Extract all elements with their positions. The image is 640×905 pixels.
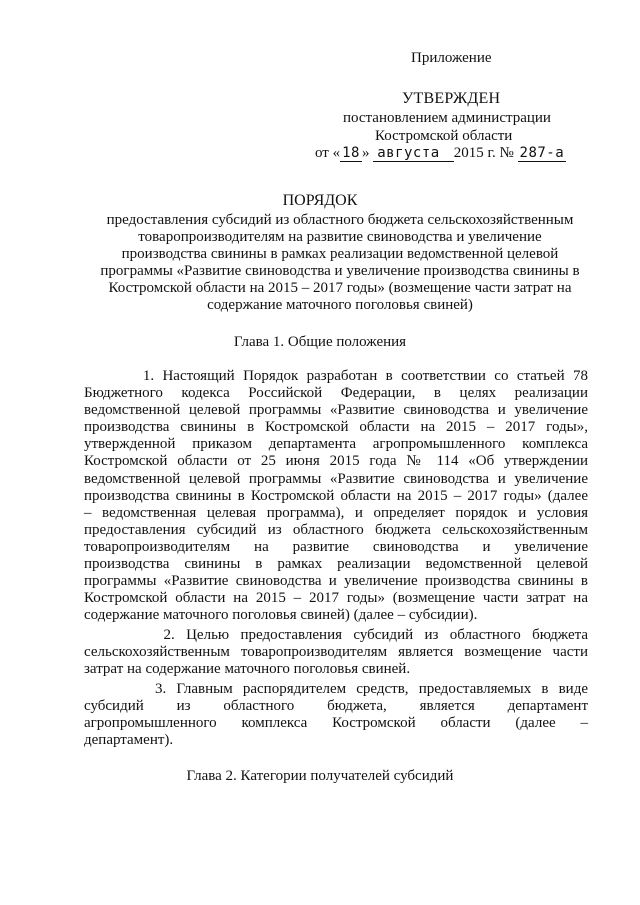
approved-heading: УТВЕРЖДЕН [402, 90, 501, 107]
paragraph-line: производства свинины в рамках реализации ведомственной целевой [84, 556, 588, 573]
date-month: августа [373, 146, 454, 162]
chapter-2-heading: Глава 2. Категории получателей субсидий [186, 768, 454, 784]
paragraph-line: затрат на содержание маточного поголовья свиней. [84, 661, 411, 678]
chapter-1-heading: Глава 1. Общие положения [233, 334, 407, 350]
paragraph-line: 3. Главным распорядителем средств, предоставляемых в виде [84, 681, 588, 697]
approval-line-1: постановлением администрации [343, 110, 551, 126]
subtitle-line: товаропроизводителям на развитие свиноводства и увеличение [138, 229, 542, 245]
document-title: ПОРЯДОК [282, 192, 358, 209]
paragraph-line: ведомственной целевой программы «Развитие свиноводства и увеличение [84, 470, 588, 487]
paragraph-line: содержание маточного поголовья свиней) (далее – субсидии). [84, 607, 478, 624]
document-subtitle [90, 212, 590, 314]
subtitle-line: производства свинины в рамках реализации ведомственной целевой [121, 246, 559, 262]
date-year: 2015 г. № [453, 145, 514, 161]
paragraph-line: Бюджетного кодекса Российской Федерации, в целях реализации [84, 385, 588, 402]
subtitle-line: программы «Развитие свиноводства и увеличение производства свинины в [100, 263, 580, 279]
paragraph-line: субсидий из областного бюджета, является департамент [84, 698, 588, 715]
paragraph-line: производства свинины в Костромской области на 2015 – 2017 годы», [84, 419, 588, 436]
paragraph-line: Костромской области от 25 июня 2015 года № 114 «Об утверждении [84, 453, 588, 470]
subtitle-line: содержание маточного поголовья свиней) [207, 297, 473, 313]
paragraph-line: предоставления субсидий из областного бюджета сельскохозяйственным [84, 521, 588, 538]
approval-date-line [315, 145, 566, 162]
paragraph-3 [84, 681, 588, 749]
paragraph-line: 1. Настоящий Порядок разработан в соответствии со статьей 78 [84, 368, 588, 384]
subtitle-line: предоставления субсидий из областного бюджета сельскохозяйственным [106, 212, 574, 228]
paragraph-1 [84, 368, 588, 624]
paragraph-line: сельскохозяйственным товаропроизводителям является возмещение части [84, 644, 588, 661]
appendix-label: Приложение [411, 50, 492, 66]
paragraph-line: производства свинины в Костромской области на 2015 – 2017 годы» (далее [84, 487, 588, 504]
subtitle-line: Костромской области на 2015 – 2017 годы» (возмещение части затрат на [108, 280, 572, 296]
paragraph-line: – ведомственная целевая программа), и определяет порядок и условия [84, 504, 588, 521]
paragraph-line: Костромской области на 2015 – 2017 годы» (возмещение части затрат на [84, 590, 588, 607]
date-prefix: от « [315, 145, 341, 161]
paragraph-line: департамент). [84, 732, 174, 749]
paragraph-2 [84, 627, 588, 678]
paragraph-line: 2. Целью предоставления субсидий из областного бюджета [84, 627, 588, 643]
paragraph-line: товаропроизводителям на развитие свиноводства и увеличение [84, 538, 588, 555]
date-day: 18 [342, 145, 360, 161]
paragraph-line: программы «Развитие свиноводства и увеличение производства свинины в [84, 573, 588, 590]
approval-line-2: Костромской области [375, 128, 513, 144]
paragraph-line: агропромышленного комплекса Костромской области (далее – [84, 715, 588, 732]
document-number: 287-а [519, 145, 565, 161]
paragraph-line: утвержденной приказом департамента агропромышленного комплекса [84, 436, 588, 453]
paragraph-line: ведомственной целевой программы «Развитие свиноводства и увеличение [84, 402, 588, 419]
date-mid: » [361, 145, 370, 161]
